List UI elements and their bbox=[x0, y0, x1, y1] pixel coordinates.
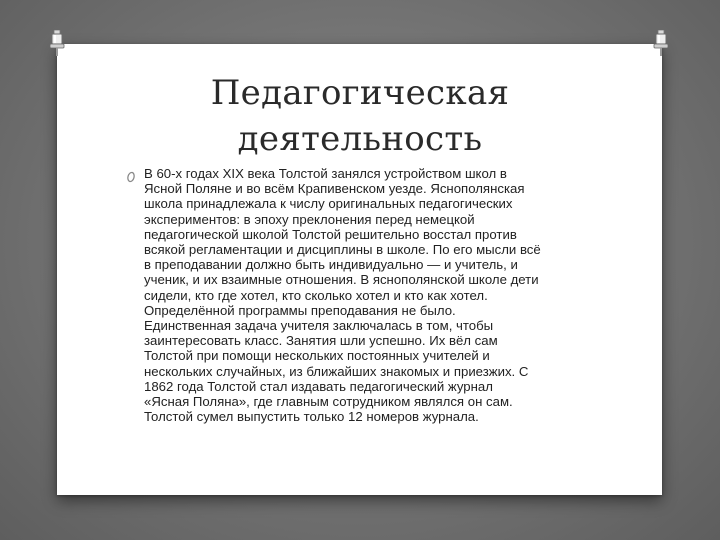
slide-body-text: В 60-х годах XIX века Толстой занялся устройством школ в Ясной Поляне и во всём Крапивенском уезде. Яснополянская школа принадлежала к числу оригинальных педагогических экспериментов: в эпоху преклонения перед немецкой педагогической школой Толстой решительно восстал против всякой регламентации и дисциплины в школе. По его мысли всё в преподавании должно быть индивидуально — и учитель, и ученик, и их взаимные отношения. В яснополянской школе дети сидели, кто где хотел, кто сколько хотел и кто как хотел. Определённой программы преподавания не было. Единственная задача учителя заключалась в том, чтобы заинтересовать класс. Занятия шли успешно. Их вёл сам Толстой при помощи нескольких постоянных учителей и нескольких случайных, из ближайших знакомых и приезжих. С 1862 года Толстой стал издавать педагогический журнал «Ясная Поляна», где главным сотрудником являлся он сам. Толстой сумел выпустить только 12 номеров журнала. bbox=[144, 166, 541, 425]
slide-title bbox=[60, 70, 660, 162]
italic-o-bullet-icon bbox=[126, 170, 136, 182]
slide-title-line-2: деятельность bbox=[237, 119, 483, 159]
pushpin-icon bbox=[48, 30, 66, 56]
slide-title-line-1: Педагогическая bbox=[210, 73, 510, 113]
pushpin-icon bbox=[652, 30, 670, 56]
